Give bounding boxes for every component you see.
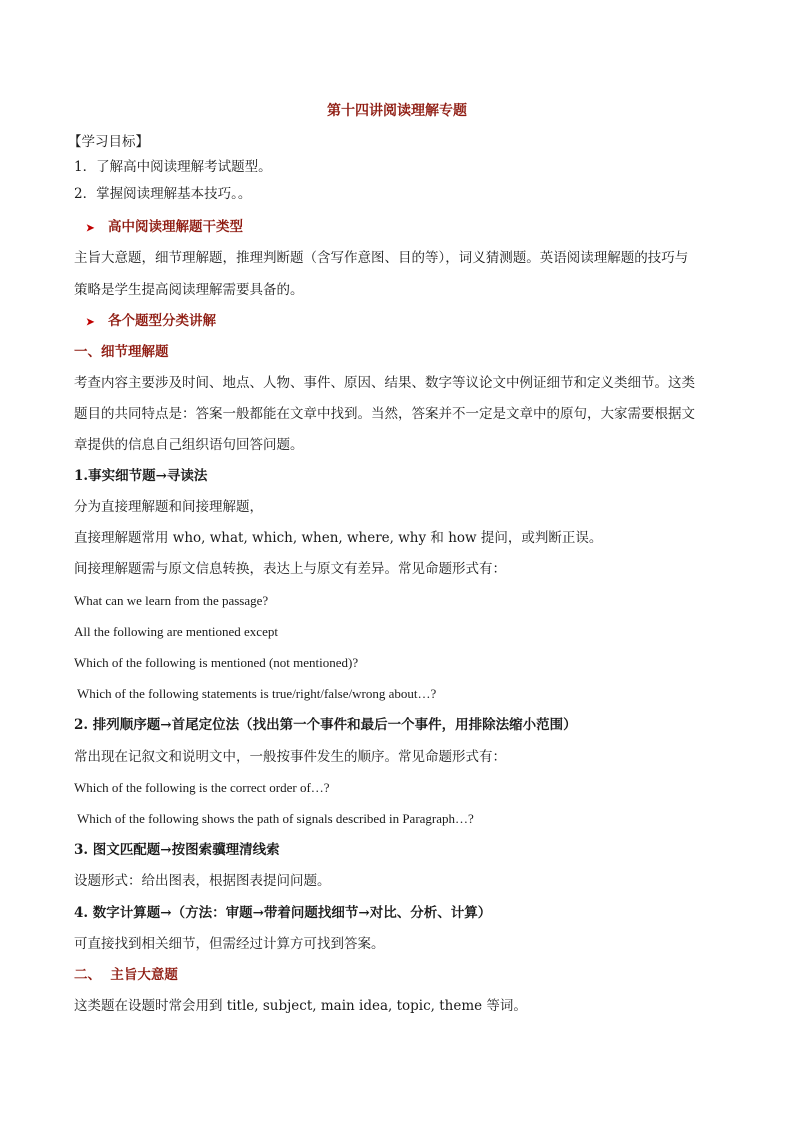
part-heading-detail: 一、细节理解题 (74, 344, 169, 360)
example-question: What can we learn from the passage? (74, 593, 269, 608)
arrow-bullet-icon: ➤ (86, 223, 95, 234)
example-question: Which of the following statements is true/right/false/wrong about…? (74, 686, 437, 701)
section-heading-question-types (74, 219, 243, 237)
paragraph-line: 直接理解题常用 who, what, which, when, where, why 和 how 提问，或判断正误。 (74, 530, 603, 546)
part-heading-main-idea: 二、 主旨大意题 (74, 967, 178, 983)
arrow-bullet-icon: ➤ (86, 317, 95, 328)
paragraph-line: 分为直接理解题和间接理解题， (74, 499, 263, 515)
sub-heading-calculation: 4. 数字计算题→（方法：审题→带着问题找细节→对比、分析、计算） (74, 905, 492, 921)
sub-heading-image-match: 3. 图文匹配题→按图索骥理清线索 (74, 842, 280, 858)
paragraph-line: 间接理解题需与原文信息转换，表达上与原文有差异。常见命题形式有： (74, 561, 506, 577)
example-question: All the following are mentioned except (74, 624, 278, 639)
section-heading-categories (74, 313, 216, 331)
paragraph-line: 考查内容主要涉及时间、地点、人物、事件、原因、结果、数字等议论文中例证细节和定义类细节。这类 (74, 375, 695, 391)
objective-item: 1．了解高中阅读理解考试题型。 (74, 159, 272, 175)
objective-item: 2．掌握阅读理解基本技巧。。 (74, 186, 252, 202)
paragraph-line: 主旨大意题，细节理解题，推理判断题（含写作意图、目的等），词义猜测题。英语阅读理解题的技巧与 (74, 250, 689, 266)
example-question: Which of the following is mentioned (not mentioned)? (74, 655, 359, 670)
sub-heading-fact-detail: 1.事实细节题→寻读法 (74, 468, 208, 484)
section-heading-text: 高中阅读理解题干类型 (108, 219, 243, 235)
sub-heading-ordering: 2. 排列顺序题→首尾定位法（找出第一个事件和最后一个事件，用排除法缩小范围） (74, 717, 577, 733)
example-question: Which of the following is the correct order of…? (74, 780, 330, 795)
paragraph-line: 策略是学生提高阅读理解需要具备的。 (74, 282, 304, 298)
section-heading-text: 各个题型分类讲解 (108, 313, 216, 329)
paragraph-line: 设题形式：给出图表，根据图表提问问题。 (74, 873, 331, 889)
page-title: 第十四讲阅读理解专题 (327, 103, 467, 119)
paragraph-line: 可直接找到相关细节，但需经过计算方可找到答案。 (74, 936, 385, 952)
objectives-heading: 【学习目标】 (68, 134, 149, 150)
paragraph-line: 题目的共同特点是：答案一般都能在文章中找到。当然，答案并不一定是文章中的原句，大家需要根据文 (74, 406, 695, 422)
paragraph-line: 章提供的信息自己组织语句回答问题。 (74, 437, 304, 453)
paragraph-line: 常出现在记叙文和说明文中，一般按事件发生的顺序。常见命题形式有： (74, 749, 506, 765)
paragraph-line: 这类题在设题时常会用到 title, subject, main idea, topic, theme 等词。 (74, 998, 527, 1014)
example-question: Which of the following shows the path of signals described in Paragraph…? (74, 811, 474, 826)
